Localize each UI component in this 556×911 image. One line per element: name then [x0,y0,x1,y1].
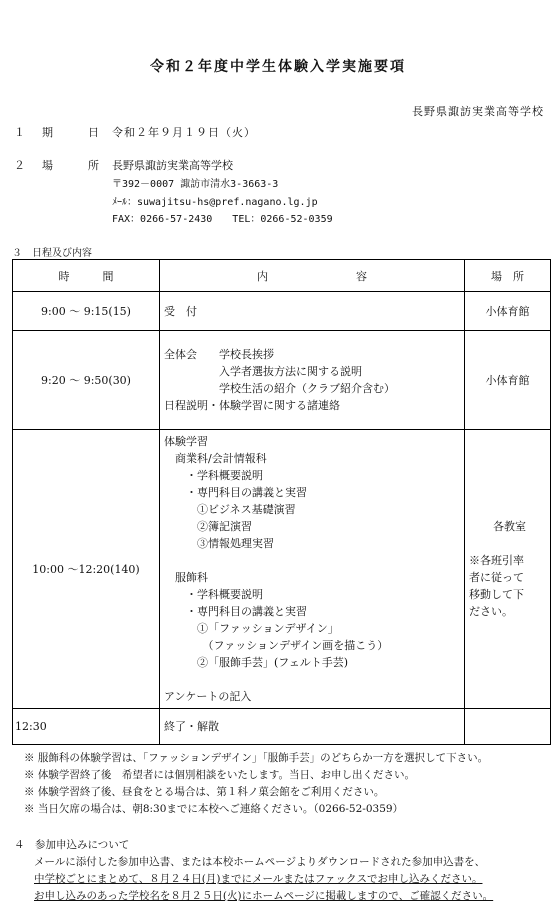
table-row [13,331,551,430]
content-line: 受 付 [164,304,197,318]
row-content [160,292,465,331]
content-line: 体験学習 [164,435,208,448]
place-line: 移動して下 [469,588,524,601]
content-line: 商業科/会計情報科 [164,452,267,465]
item-date-number: １ [14,126,25,139]
note-item: ※ 服飾科の体験学習は、「ファッションデザイン」「服飾手芸」のどちらか一方を選択して下さい。 [24,752,489,764]
row-content [160,331,465,430]
content-line: 服飾科 [164,571,208,584]
header-place: 場 所 [465,260,551,292]
application-heading: ４ 参加申込みについて [14,839,130,851]
content-line: ③情報処理実習 [164,537,274,550]
school-name: 長野県諏訪実業高等学校 [412,105,544,118]
row-place: 小体育館 [465,331,551,430]
page-title: 令和２年度中学生体験入学実施要項 [150,59,406,75]
content-line: 全体会 学校長挨拶 [164,348,274,361]
note-item: ※ 体験学習終了後、昼食をとる場合は、第１科ノ菓会館をご利用ください。 [24,786,385,798]
row-time: 9:20 ～ 9:50(30) [13,331,160,430]
row-place [465,709,551,745]
item-place-number: ２ [14,159,25,172]
row-place [465,430,551,709]
table-row [13,292,551,331]
application-line: メールに添付した参加申込書、または本校ホームページよりダウンロードされた参加申込書を、 [34,856,486,868]
content-line: 日程説明・体験学習に関する諸連絡 [164,399,340,412]
content-line: ・専門科目の講義と実習 [164,605,307,618]
notes-list [24,750,488,818]
content-line: アンケートの記入 [164,690,252,703]
content-line: ・専門科目の講義と実習 [164,486,307,499]
content-line: ・学科概要説明 [164,469,263,482]
place-line: 者に従って [469,571,524,584]
item-place-line: 長野県諏訪実業高等学校 [112,159,233,172]
row-time: 9:00 ～ 9:15(15) [13,292,160,331]
content-line: ①ビジネス基礎演習 [164,503,296,516]
content-line: ②簿記演習 [164,520,252,533]
note-item: ※ 当日欠席の場合は、朝8:30までに本校へご連絡ください。（0266-52-0359） [24,803,404,815]
item-place-email: ﾒｰﾙ：suwajitsu-hs@pref.nagano.lg.jp [112,197,318,208]
content-line: 入学者選抜方法に関する説明 [164,365,362,378]
content-line [164,552,464,569]
application-line: お申し込みのあった学校名を８月２５日(火)にホームページに掲載しますので、ご確認ください。 [34,890,494,902]
item-place-line: 〒392－0007 諏訪市清水3-3663-3 [112,179,279,190]
row-time: 12:30 [13,709,160,745]
content-line: 学校生活の紹介（クラブ紹介含む） [164,382,395,395]
item-place-label: 場 所 [42,159,111,172]
row-content [160,709,465,745]
item-place-fax-tel: FAX：0266-57-2430 TEL：0266-52-0359 [112,214,333,225]
place-line [469,535,550,552]
place-line: ※各班引率 [469,554,524,567]
row-place: 小体育館 [465,292,551,331]
content-line: 終了・解散 [164,720,219,733]
row-time: 10:00 ～12:20(140) [13,430,160,709]
content-line: （ファッションデザイン画を描こう） [164,639,389,652]
application-body [34,854,493,905]
header-time: 時 間 [13,260,160,292]
item-date-label: 期 日 [42,126,111,139]
table-row [13,430,551,709]
header-content: 内 容 [160,260,465,292]
schedule-table [12,259,551,745]
schedule-heading: ３ 日程及び内容 [12,248,92,259]
content-line: ②「服飾手芸」(フェルト手芸) [164,656,349,669]
content-line: ①「ファッションデザイン」 [164,622,339,635]
table-header-row [13,260,551,292]
item-date-value: 令和２年９月１９日（火） [112,126,256,139]
place-line: 各教室 [493,520,526,533]
content-line [164,671,464,688]
note-item: ※ 体験学習終了後 希望者には個別相談をいたします。当日、お申し出ください。 [24,769,415,781]
content-line: ・学科概要説明 [164,588,263,601]
place-line: ださい。 [469,605,513,618]
row-content [160,430,465,709]
application-line: 中学校ごとにまとめて、８月２４日(月)までにメールまたはファックスでお申し込みください。 [34,873,483,885]
table-row [13,709,551,745]
